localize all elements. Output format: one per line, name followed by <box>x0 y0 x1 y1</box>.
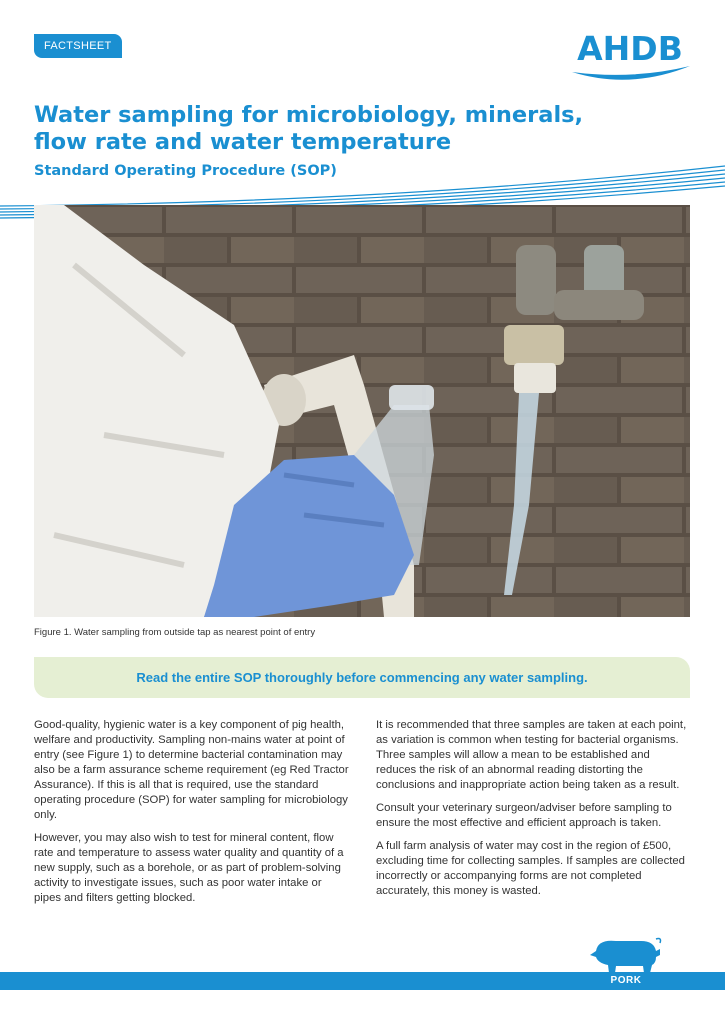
paragraph: However, you may also wish to test for mineral content, flow rate and temperature to assess water quality and quantity of a new supply, such as a borehole, or as part of problem-solving activity to investigate issues, such as poor water intake or pipes and filters getting blocked. <box>34 832 344 904</box>
title-line-1: Water sampling for microbiology, minerals, <box>34 102 584 128</box>
water-sampling-photo <box>34 205 690 617</box>
title-line-2: flow rate and water temperature <box>34 129 452 155</box>
paragraph: Good-quality, hygienic water is a key component of pig health, welfare and productivity. Sampling non-mains water at point of entry (see Figure 1) to determine bacterial contamination may also be a farm assurance scheme requirement (eg Red Tractor Assurance). If this is all that is required, use the standard operating procedure (SOP) for water sampling for microbiology only. <box>34 719 349 821</box>
body-column-left <box>34 718 350 914</box>
page-subtitle: Standard Operating Procedure (SOP) <box>34 163 337 179</box>
body-column-right <box>376 718 692 907</box>
logo-text: AHDB <box>577 29 683 68</box>
sector-label: PORK <box>610 975 642 986</box>
logo-swoosh-icon <box>568 64 692 86</box>
paragraph: It is recommended that three samples are taken at each point, as variation is common when testing for bacterial organisms. Three samples will allow a mean to be established and reduces the risk of an abnormal reading distorting the conclusions and inappropriate action being taken as a result. <box>376 719 687 791</box>
factsheet-badge: FACTSHEET <box>34 34 122 58</box>
callout-box: Read the entire SOP thoroughly before commencing any water sampling. <box>34 657 690 698</box>
page-title <box>34 102 594 156</box>
paragraph: Consult your veterinary surgeon/adviser before sampling to ensure the most effective and efficient approach is taken. <box>376 802 672 829</box>
paragraph: A full farm analysis of water may cost in the region of £500, excluding time for collecting samples. If samples are collected incorrectly or accompanying forms are not completed accurately, this money is wasted. <box>376 840 685 897</box>
ahdb-logo <box>568 30 692 86</box>
figure-caption: Figure 1. Water sampling from outside tap as nearest point of entry <box>34 627 316 638</box>
